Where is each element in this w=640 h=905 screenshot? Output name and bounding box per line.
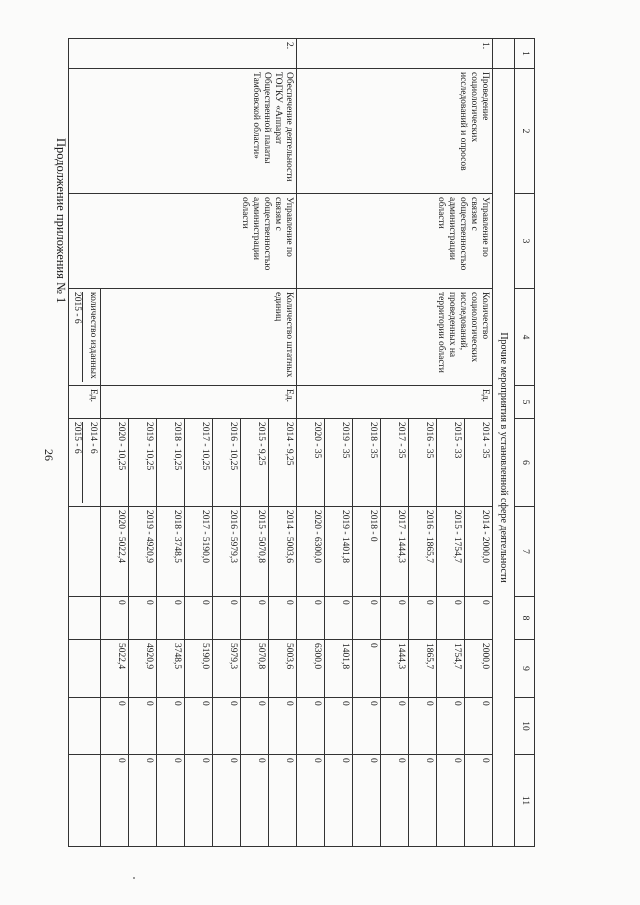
column-number-row [515, 39, 535, 847]
funding-total: 2018 - 0 [353, 507, 381, 597]
indicator-value: 2015 - 33 [437, 419, 465, 507]
funding-regional: 1444,3 [381, 640, 409, 698]
funding-federal: 0 [101, 597, 129, 640]
funding-federal: 0 [129, 597, 157, 640]
funding-federal: 0 [297, 597, 325, 640]
column-number-10: 10 [515, 698, 535, 755]
funding-regional: 5003,6 [269, 640, 297, 698]
column-number-5: 5 [515, 386, 535, 419]
funding-regional: 5070,8 [241, 640, 269, 698]
funding-local: 0 [381, 698, 409, 755]
funding-total: 2016 - 1865,7 [409, 507, 437, 597]
funding-regional: 5979,3 [213, 640, 241, 698]
funding-other: 0 [241, 755, 269, 847]
unit: Ед. [101, 386, 297, 419]
funding-other: 0 [157, 755, 185, 847]
extra-empty-11 [69, 755, 101, 847]
event-name: Обеспечение деятельности ТОГКУ «Аппарат Общественной палаты Тамбовской области» [69, 69, 297, 194]
indicator-value: 2017 - 35 [381, 419, 409, 507]
section-row [493, 39, 515, 847]
page-number: 26 [42, 449, 56, 461]
funding-local: 0 [353, 698, 381, 755]
extra-indicator-values [69, 419, 101, 507]
extra-empty-7 [69, 507, 101, 597]
table-row [269, 39, 297, 847]
funding-regional: 4920,9 [129, 640, 157, 698]
indicator-value: 2014 - 35 [465, 419, 493, 507]
funding-local: 0 [437, 698, 465, 755]
executor-name: Управление по связям с общественностью администрации области [69, 194, 297, 289]
column-number-8: 8 [515, 597, 535, 640]
unit: Ед. [297, 386, 493, 419]
funding-federal: 0 [409, 597, 437, 640]
extra-value-2014: 2014 - 6 [88, 422, 98, 454]
funding-total: 2018 - 3748,5 [157, 507, 185, 597]
funding-total: 2017 - 5190,0 [185, 507, 213, 597]
funding-total: 2017 - 1444,3 [381, 507, 409, 597]
funding-total: 2014 - 2000,0 [465, 507, 493, 597]
appendix-title: Продолжение приложения № 1 [54, 138, 68, 304]
funding-federal: 0 [437, 597, 465, 640]
funding-other: 0 [381, 755, 409, 847]
funding-total: 2020 - 6300,0 [297, 507, 325, 597]
funding-other: 0 [269, 755, 297, 847]
funding-federal: 0 [241, 597, 269, 640]
funding-total: 2020 - 5022,4 [101, 507, 129, 597]
indicator-value: 2018 - 10,25 [157, 419, 185, 507]
funding-federal: 0 [353, 597, 381, 640]
section-spacer [493, 39, 515, 69]
funding-federal: 0 [381, 597, 409, 640]
funding-other: 0 [465, 755, 493, 847]
table-body [69, 39, 535, 847]
funding-local: 0 [297, 698, 325, 755]
funding-regional: 6300,0 [297, 640, 325, 698]
indicator-value: 2016 - 35 [409, 419, 437, 507]
funding-other: 0 [129, 755, 157, 847]
indicator-value: 2017 - 10,25 [185, 419, 213, 507]
funding-local: 0 [129, 698, 157, 755]
funding-regional: 5022,4 [101, 640, 129, 698]
funding-local: 0 [465, 698, 493, 755]
column-number-4: 4 [515, 289, 535, 386]
indicator-value: 2018 - 35 [353, 419, 381, 507]
column-number-1: 1 [515, 39, 535, 69]
funding-local: 0 [185, 698, 213, 755]
funding-local: 0 [269, 698, 297, 755]
funding-federal: 0 [465, 597, 493, 640]
funding-regional: 3748,5 [157, 640, 185, 698]
indicator-value: 2014 - 9,25 [269, 419, 297, 507]
funding-federal: 0 [213, 597, 241, 640]
extra-indicator-label: количество изданных [88, 292, 98, 379]
extra-indicator-cont: 2015 - 6 [71, 292, 83, 382]
funding-other: 0 [213, 755, 241, 847]
funding-local: 0 [213, 698, 241, 755]
row-number: 2. [69, 39, 297, 69]
funding-regional: 2000,0 [465, 640, 493, 698]
extra-empty-10 [69, 698, 101, 755]
column-number-9: 9 [515, 640, 535, 698]
funding-regional: 5190,0 [185, 640, 213, 698]
indicator-name: Количество социологических исследований, проведенных на территории области [297, 289, 493, 386]
indicator-value: 2019 - 35 [325, 419, 353, 507]
funding-federal: 0 [269, 597, 297, 640]
funding-other: 0 [297, 755, 325, 847]
funding-regional: 0 [353, 640, 381, 698]
extra-unit: Ед. [69, 386, 101, 419]
indicator-name: Количество штатных единиц [101, 289, 297, 386]
funding-other: 0 [325, 755, 353, 847]
scan-speck [133, 877, 135, 879]
executor-name: Управление по связям с общественностью администрации области [297, 194, 493, 289]
extra-value-2015: 2015 - 6 [71, 422, 83, 503]
funding-local: 0 [157, 698, 185, 755]
funding-federal: 0 [325, 597, 353, 640]
extra-indicator [69, 289, 101, 386]
section-title: Прочие мероприятия в установленной сфере деятельности [493, 69, 515, 847]
column-number-2: 2 [515, 69, 535, 194]
program-table [68, 38, 535, 847]
funding-local: 0 [101, 698, 129, 755]
funding-regional: 1754,7 [437, 640, 465, 698]
table-row [465, 39, 493, 847]
table-frame [72, 38, 535, 846]
funding-regional: 1865,7 [409, 640, 437, 698]
indicator-value: 2015 - 9,25 [241, 419, 269, 507]
extra-empty-9 [69, 640, 101, 698]
row-number: 1. [297, 39, 493, 69]
column-number-6: 6 [515, 419, 535, 507]
funding-other: 0 [409, 755, 437, 847]
funding-other: 0 [185, 755, 213, 847]
funding-total: 2019 - 1401,8 [325, 507, 353, 597]
column-number-7: 7 [515, 507, 535, 597]
funding-total: 2016 - 5979,3 [213, 507, 241, 597]
column-number-3: 3 [515, 194, 535, 289]
funding-local: 0 [409, 698, 437, 755]
funding-total: 2019 - 4920,9 [129, 507, 157, 597]
column-number-11: 11 [515, 755, 535, 847]
funding-regional: 1401,8 [325, 640, 353, 698]
funding-local: 0 [241, 698, 269, 755]
funding-total: 2014 - 5003,6 [269, 507, 297, 597]
indicator-value: 2019 - 10,25 [129, 419, 157, 507]
funding-other: 0 [437, 755, 465, 847]
funding-total: 2015 - 5070,8 [241, 507, 269, 597]
indicator-value: 2016 - 10,25 [213, 419, 241, 507]
funding-total: 2015 - 1754,7 [437, 507, 465, 597]
funding-local: 0 [325, 698, 353, 755]
funding-federal: 0 [157, 597, 185, 640]
event-name: Проведение социологических исследований и опросов [297, 69, 493, 194]
indicator-value: 2020 - 10,25 [101, 419, 129, 507]
extra-empty-8 [69, 597, 101, 640]
funding-federal: 0 [185, 597, 213, 640]
funding-other: 0 [101, 755, 129, 847]
indicator-value: 2020 - 35 [297, 419, 325, 507]
funding-other: 0 [353, 755, 381, 847]
